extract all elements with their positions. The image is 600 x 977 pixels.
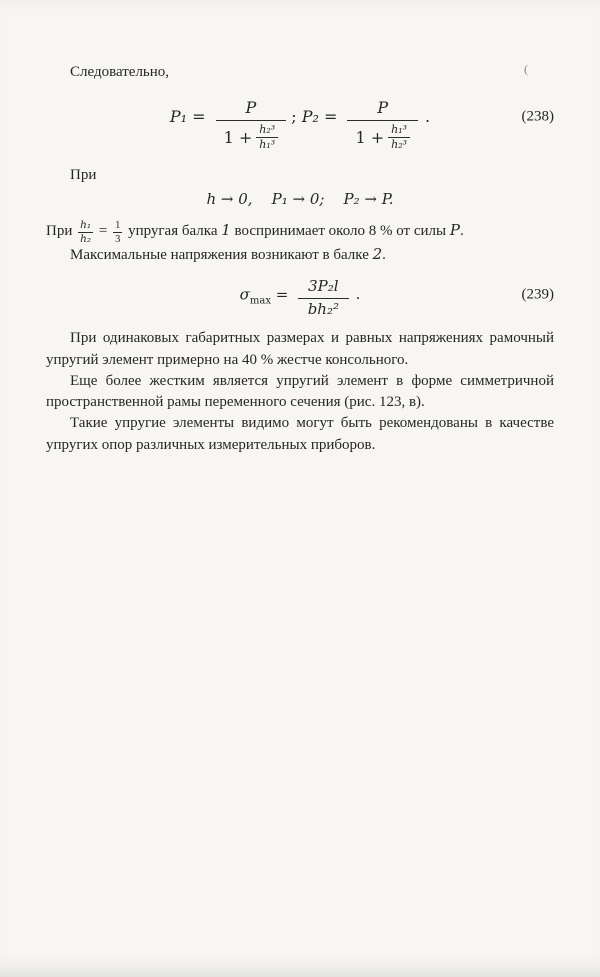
fraction-sigma	[298, 278, 348, 319]
force-symbol: P	[449, 220, 460, 239]
fraction-denominator: 3	[115, 233, 121, 245]
one-plus: 1 +	[355, 127, 385, 147]
intro-line: Следовательно,	[70, 64, 170, 80]
fraction-numerator: 1	[113, 220, 122, 233]
fraction-p1-denominator	[216, 121, 287, 151]
ratio-pre: При	[46, 222, 73, 239]
paragraph-frame-element: При одинаковых габаритных размерах и равных напряжениях рамочный упругий элемент примерно на 40 % жестче консольного.	[46, 330, 554, 368]
stray-mark: (	[524, 62, 528, 76]
period: .	[425, 106, 431, 126]
period: .	[459, 222, 464, 239]
fraction-p2-denominator	[347, 121, 418, 151]
fraction-p2	[347, 99, 418, 152]
max-stress-text: Максимальные напряжения возникают в балке	[70, 246, 369, 263]
equals-sign: =	[275, 285, 289, 304]
inner-fraction-h1-h2	[388, 124, 410, 151]
inner-denominator: h₂³	[391, 138, 408, 152]
equation-239	[46, 274, 554, 319]
inner-fraction-h2-h1	[256, 124, 278, 151]
fraction-sigma-denominator: bh₂²	[307, 300, 339, 319]
one-plus: 1 +	[223, 127, 253, 147]
fraction-one-third	[113, 220, 122, 245]
fraction-p1-numerator: P	[216, 99, 287, 121]
equation-number-239: (239)	[521, 286, 554, 303]
limits-line: h → 0, P₁ → 0; P₂ → P.	[206, 189, 394, 208]
equation-239-body	[239, 275, 361, 319]
sigma-subscript: max	[249, 295, 271, 307]
paragraph-symmetric-frame: Еще более жестким является упругий элемент в форме симметричной пространственной рамы переменного сечения (рис. 123, в).	[46, 372, 554, 411]
p1-symbol: P₁	[169, 106, 188, 126]
inner-numerator: h₁³	[388, 124, 410, 138]
beam-number-2: 2	[372, 244, 383, 263]
equation-238	[46, 85, 554, 152]
paragraph-ratio	[46, 218, 554, 244]
equals-sign: =	[323, 106, 338, 126]
semicolon: ;	[291, 106, 297, 126]
ratio-text-2: воспринимает около 8 % от силы	[234, 222, 447, 239]
period: .	[355, 285, 361, 304]
period: .	[382, 246, 386, 263]
inner-denominator: h₁³	[259, 138, 276, 152]
p2-symbol: P₂	[301, 106, 319, 126]
equals-sign: =	[98, 222, 108, 239]
sigma-symbol: σ	[239, 285, 250, 304]
equation-number-238: (238)	[521, 108, 554, 125]
paragraph-recommendation: Такие упругие элементы видимо могут быть рекомендованы в качестве упругих опор различных измерительных приборов.	[46, 415, 554, 453]
fraction-denominator: h₂	[80, 232, 92, 245]
equals-sign: =	[192, 106, 206, 126]
paragraph-max-stress	[46, 244, 554, 266]
beam-number-1: 1	[221, 220, 231, 239]
pri-line: При	[70, 167, 97, 184]
fraction-p2-numerator: P	[347, 99, 418, 121]
ratio-text-1: упругая балка	[128, 222, 218, 239]
fraction-sigma-numerator: 3P₂l	[298, 278, 348, 299]
page-content	[0, 0, 600, 456]
inner-numerator: h₂³	[256, 124, 278, 138]
equation-238-body	[169, 91, 431, 152]
fraction-numerator: h₁	[78, 220, 93, 233]
fraction-p1	[216, 99, 287, 152]
fraction-h1-h2	[78, 220, 93, 245]
